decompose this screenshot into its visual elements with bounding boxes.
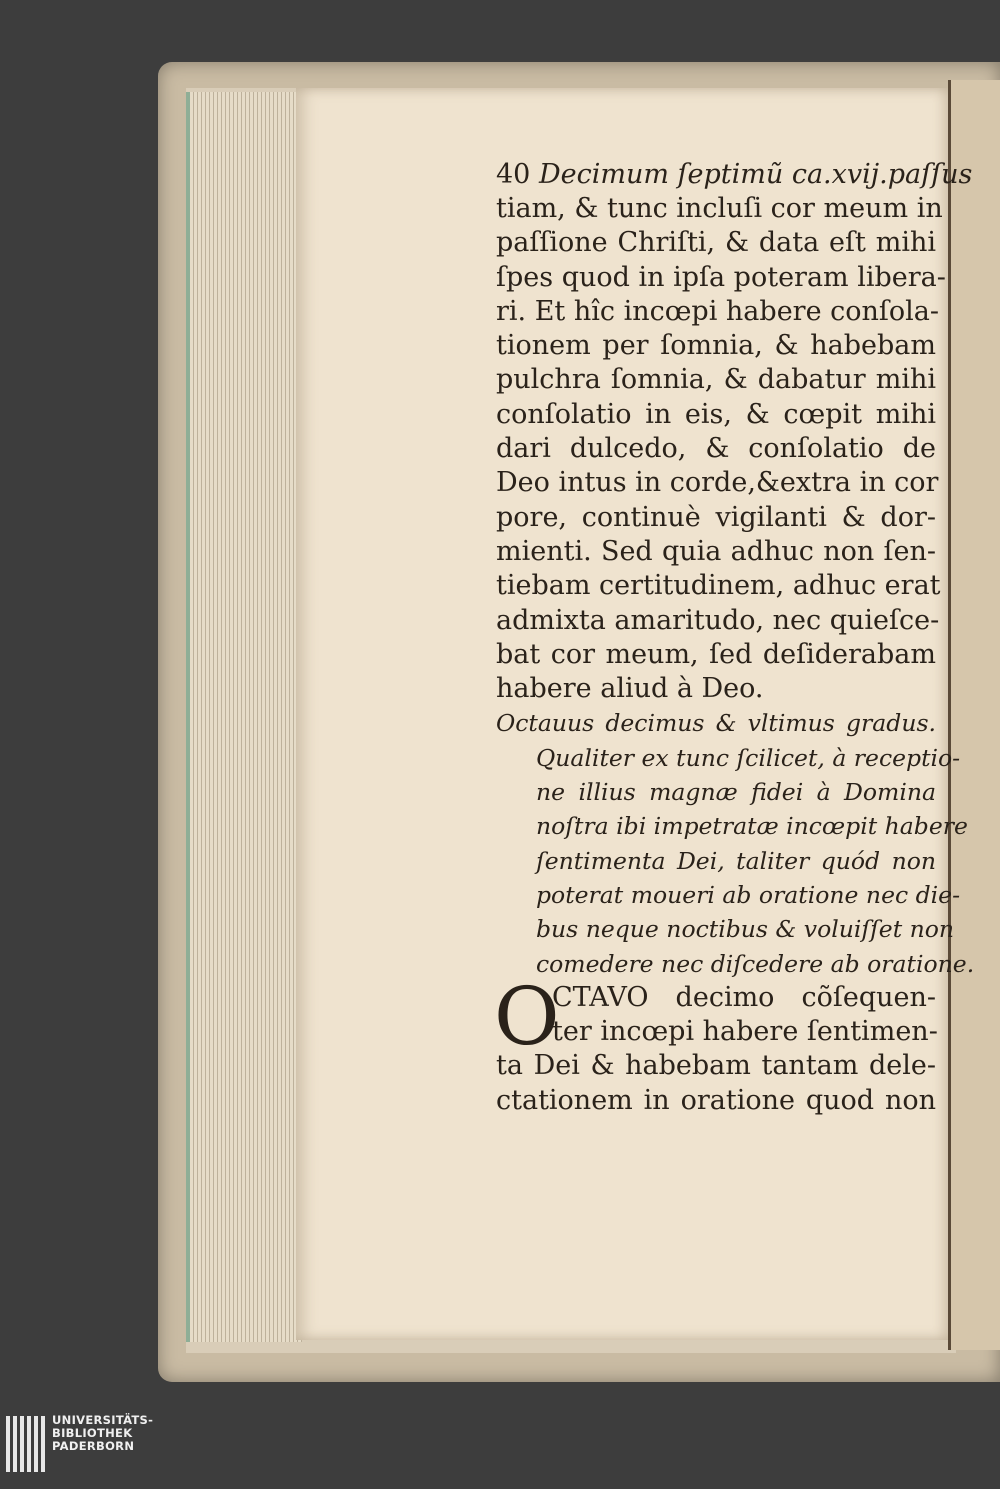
body-line: paſſione Chriſti, & data eſt mihi	[496, 227, 936, 259]
body-line: CTAVO decimo cõſequen-	[552, 981, 936, 1013]
running-title: Decimum ſeptimũ ca.xvij.paſſus	[538, 159, 973, 190]
body-line: pore, continuè vigilanti & dor-	[496, 501, 936, 533]
body-line: ta Dei & habebam tantam dele-	[496, 1050, 936, 1082]
section-heading: Octauus decimus & vltimus gradus.	[496, 709, 936, 738]
body-line: tiebam certitudinem, adhuc erat	[496, 570, 941, 602]
body-line: conſolatio in eis, & cœpit mihi	[496, 398, 936, 430]
body-line: bat cor meum, ſed deſiderabam	[496, 638, 936, 670]
summary-line: poterat moueri ab oratione nec die-	[536, 880, 961, 909]
facing-page-edge	[948, 80, 1000, 1350]
logo-line: UNIVERSITÄTS-	[52, 1413, 154, 1427]
library-logo-text	[52, 1414, 153, 1453]
body-line: tionem per ſomnia, & habebam	[496, 330, 936, 362]
body-line: mienti. Sed quia adhuc non ſen-	[496, 535, 936, 567]
logo-line: PADERBORN	[52, 1439, 135, 1453]
summary-line: bus neque noctibus & voluiſſet non	[536, 915, 955, 944]
library-logo-icon	[6, 1416, 46, 1472]
summary-line: ne illius magnæ fidei à Domina	[536, 778, 936, 807]
page-number: 40	[496, 159, 531, 190]
body-line: ſpes quod in ipſa poteram libera-	[496, 261, 946, 293]
body-line: pulchra ſomnia, & dabatur mihi	[496, 364, 936, 396]
drop-cap-letter: O	[494, 969, 560, 1063]
summary-line: noſtra ibi impetratæ incœpit habere	[536, 812, 968, 841]
body-line: habere aliud à Deo.	[496, 673, 764, 705]
body-line: tiam, & tunc incluſi cor meum in	[496, 193, 943, 224]
summary-line: comedere nec diſcedere ab oratione.	[536, 949, 975, 978]
body-line: ctationem in oratione quod non	[496, 1084, 936, 1116]
summary-line: ſentimenta Dei, taliter quód non	[536, 846, 936, 875]
summary-line: Qualiter ex tunc ſcilicet, à receptio-	[536, 743, 961, 772]
page-edges	[186, 92, 302, 1342]
body-line: ter incœpi habere ſentimen-	[552, 1016, 938, 1048]
running-header	[496, 158, 973, 192]
body-line: Deo intus in corde,&extra in cor	[496, 467, 939, 499]
dropcap-paragraph	[494, 969, 938, 1063]
body-line: admixta amaritudo, nec quieſce-	[496, 604, 940, 636]
body-line: dari dulcedo, & conſolatio de	[496, 433, 936, 465]
logo-line: BIBLIOTHEK	[52, 1426, 133, 1440]
body-line: ri. Et hîc incœpi habere conſola-	[496, 295, 940, 327]
page-text	[494, 158, 975, 1118]
